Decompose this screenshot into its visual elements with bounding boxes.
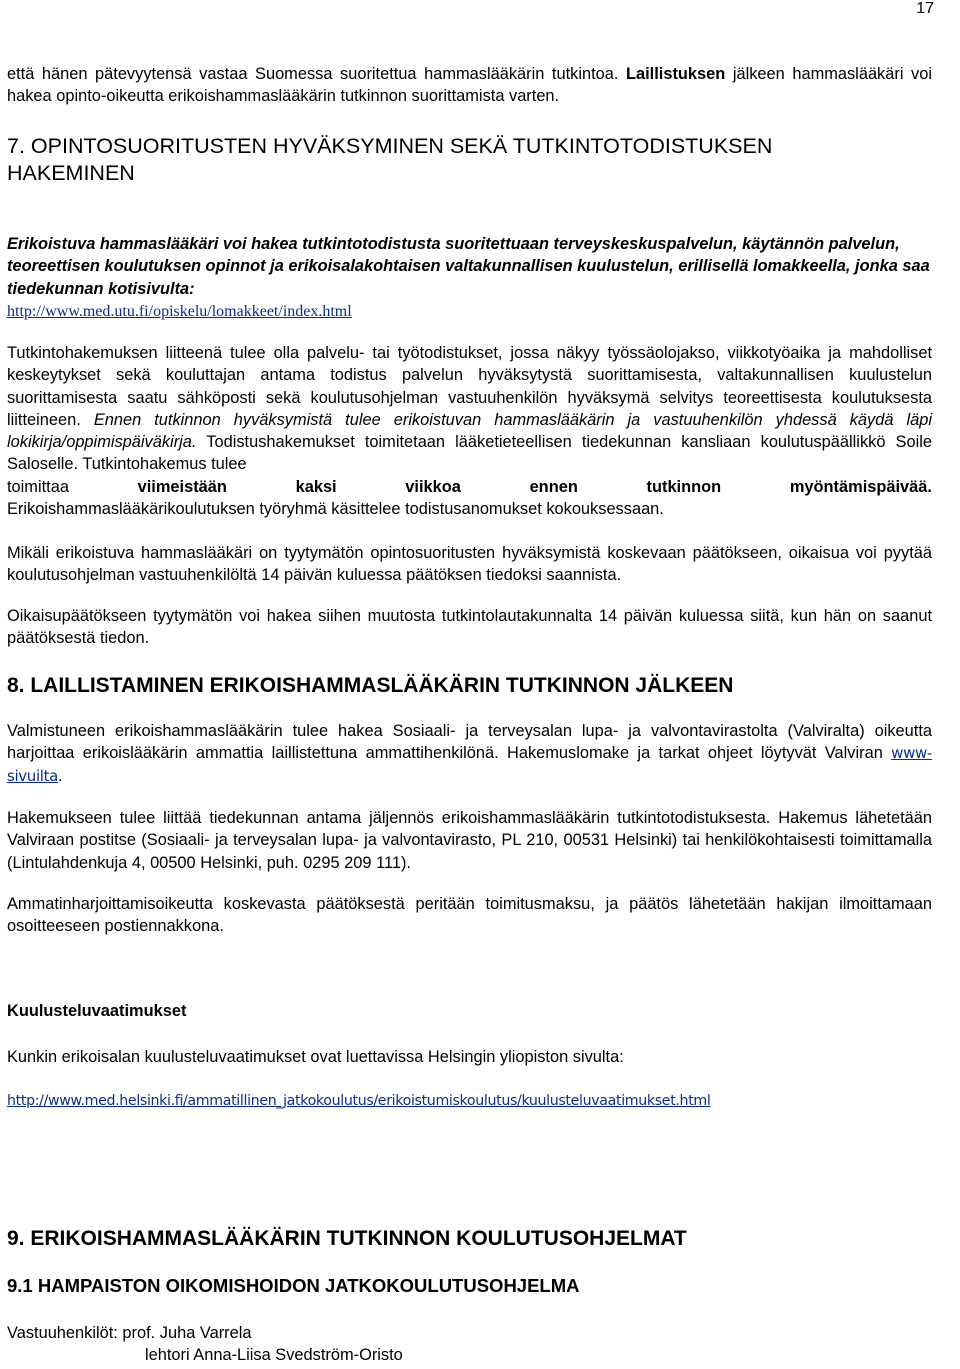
section-9-heading: 9. ERIKOISHAMMASLÄÄKÄRIN TUTKINNON KOULUTUSOHJELMAT	[7, 1227, 687, 1250]
responsible-line-2: lehtori Anna-Liisa Svedström-Oristo	[145, 1346, 403, 1365]
para1-text: Tutkintohakemuksen liitteenä tulee olla palvelu- tai työtodistukset, jossa näkyy työssäolojakso, viikkotyöaika ja mahdolliset keskeytykset sekä kouluttajan antama todistus palvelun hyväksytystä suorittamisesta, valtakunnallisen kuulustelun suorittamisesta saatu sähköposti sekä koulutusohjelman vastuuhenkilön hyväksymä selvitys teoreettisesta koulutuksesta liitteineen.	[7, 344, 932, 429]
deadline-word: kaksi	[295, 477, 337, 496]
valvira-website-link[interactable]: www-sivuilta	[7, 744, 932, 785]
exam-requirements-text: Kunkin erikoisalan kuulusteluvaatimukset ovat luettavissa Helsingin yliopiston sivulta:	[7, 1048, 624, 1066]
deadline-word: myöntämispäivää.	[789, 477, 932, 496]
intro-paragraph	[7, 63, 932, 108]
section-8-text: Valmistuneen erikoishammaslääkärin tulee hakea Sosiaali- ja terveysalan lupa- ja valvontavirastolta (Valviralta) oikeutta harjoittaa erikoislääkärin ammattia laillistettuna ammattihenkilönä. Hakemuslomake ja tarkat ohjeet löytyvät Valviran	[7, 722, 932, 763]
exam-requirements-link[interactable]: http://www.med.helsinki.fi/ammatillinen_jatkokoulutus/erikoistumiskoulutus/kuulusteluvaatimukset.html	[7, 1093, 711, 1109]
section-7-paragraph-3: Oikaisupäätökseen tyytymätön voi hakea siihen muutosta tutkintolautakunnalta 14 päivän kuluessa siitä, kun hän on saanut päätöksestä tiedon.	[7, 607, 932, 648]
intro-bold-term: Laillistuksen	[625, 65, 726, 83]
section-8-heading: 8. LAILLISTAMINEN ERIKOISHAMMASLÄÄKÄRIN TUTKINNON JÄLKEEN	[7, 674, 734, 697]
deadline-word: viikkoa	[405, 477, 461, 496]
section-7-heading	[7, 133, 947, 187]
section-7-lead	[7, 233, 932, 323]
section-8-paragraph-2: Hakemukseen tulee liittää tiedekunnan antama jäljennös erikoishammaslääkärin tutkintotodistuksesta. Hakemus lähetetään Valviraan postitse (Sosiaali- ja terveysalan lupa- ja valvontavirasto, PL 210, 00531 Helsinki) tai henkilökohtaisesti toimittamalla (Lintulahdenkuja 4, 00500 Helsinki, puh. 0295 209 111).	[7, 809, 932, 872]
para1-italic-note: Ennen tutkinnon hyväksymistä tulee erikoistuvan hammaslääkärin ja vastuuhenkilön yhdessä käydä läpi lokikirja/oppimispäiväkirja.	[7, 410, 932, 452]
responsible-line-1: Vastuuhenkilöt: prof. Juha Varrela	[7, 1324, 252, 1342]
deadline-word: tutkinnon	[646, 477, 722, 496]
section-7-paragraph-1	[7, 342, 932, 520]
section-9-1-heading: 9.1 HAMPAISTON OIKOMISHOIDON JATKOKOULUTUSOHJELMA	[7, 1275, 580, 1296]
exam-requirements-link-line	[7, 1089, 947, 1112]
page-number: 17	[916, 0, 934, 17]
exam-requirements-heading: Kuulusteluvaatimukset	[7, 1002, 187, 1020]
section-8-text-end: .	[57, 766, 63, 785]
section-7-heading-line1: 7. OPINTOSUORITUSTEN HYVÄKSYMINEN SEKÄ TUTKINTOTODISTUKSEN	[7, 134, 773, 158]
deadline-word: toimittaa	[7, 477, 69, 496]
deadline-word: viimeistään	[137, 477, 227, 496]
section-7-paragraph-2: Mikäli erikoistuva hammaslääkäri on tyytymätön opintosuoritusten hyväksymistä koskevaan päätökseen, oikaisua voi pyytää koulutusohjelman vastuuhenkilöltä 14 päivän kuluessa päätöksen tiedoksi saannista.	[7, 544, 932, 585]
deadline-line	[7, 476, 932, 498]
para1-text-cont: Todistushakemukset toimitetaan lääketieteellisen tiedekunnan kansliaan koulutuspäällikkö Soile Saloselle. Tutkintohakemus tulee	[7, 433, 932, 474]
intro-text: että hänen pätevyytensä vastaa Suomessa suoritettua hammaslääkärin tutkintoa.	[7, 65, 626, 83]
section-8-paragraph-1	[7, 720, 932, 787]
para1-text-end: Erikoishammaslääkärikoulutuksen työryhmä käsittelee todistusanomukset kokouksessaan.	[7, 500, 664, 519]
section-7-lead-text: Erikoistuva hammaslääkäri voi hakea tutkintotodistusta suoritettuaan terveyskeskuspalvelun, käytännön palvelun, teoreettisen koulutuksen opinnot ja erikoisalakohtaisen valtakunnallisen kuulustelun, erillisellä lomakkeella, jonka saa tiedekunnan kotisivulta:	[7, 235, 930, 298]
section-7-heading-line2: HAKEMINEN	[7, 161, 135, 185]
intro-text-end: jälkeen hammaslääkäri voi hakea opinto-oikeutta erikoishammaslääkärin tutkinnon suorittamista varten.	[7, 65, 932, 106]
responsible-persons	[7, 1322, 932, 1367]
deadline-word: ennen	[529, 477, 578, 496]
form-page-link[interactable]: http://www.med.utu.fi/opiskelu/lomakkeet/index.html	[7, 302, 352, 320]
section-8-paragraph-3: Ammatinharjoittamisoikeutta koskevasta päätöksestä peritään toimitusmaksu, ja päätös lähetetään hakijan ilmoittamaan osoitteeseen postiennakkona.	[7, 895, 932, 936]
